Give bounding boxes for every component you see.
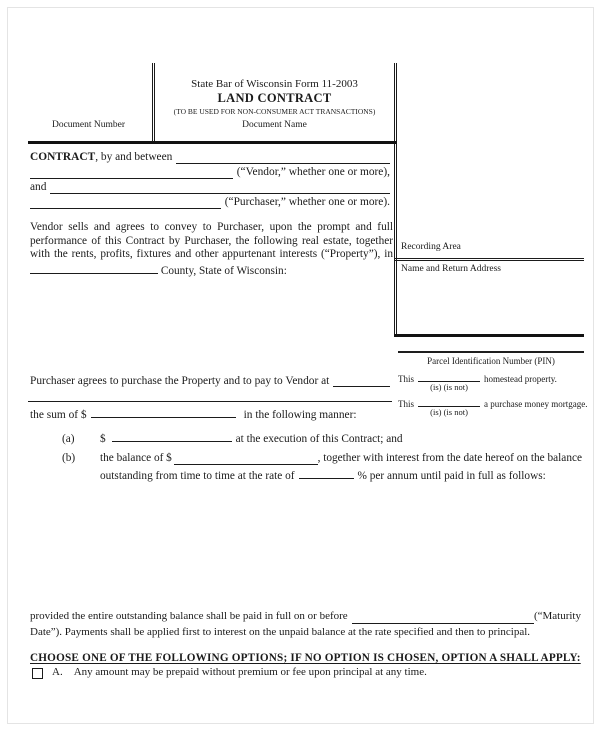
conveyance-paragraph xyxy=(30,221,393,278)
payment-address-blank-2[interactable] xyxy=(28,389,392,402)
homestead-suffix: homestead property. xyxy=(484,374,557,384)
option-a-text: Any amount may be prepaid without premium or fee upon principal at any time. xyxy=(73,666,427,678)
item-b-rate-post: % per annum until paid in full as follows: xyxy=(357,469,546,482)
document-number-label: Document Number xyxy=(51,120,126,130)
item-a-dollar: $ xyxy=(100,433,106,445)
options-heading: CHOOSE ONE OF THE FOLLOWING OPTIONS; IF NO OPTION IS CHOSEN, OPTION A SHALL APPLY: xyxy=(30,652,581,664)
pin-rule xyxy=(398,351,584,353)
option-a-row xyxy=(32,666,582,679)
purchaser-name-blank-1[interactable] xyxy=(50,181,390,194)
sum-amount-blank[interactable] xyxy=(91,406,236,418)
interest-rate-blank[interactable] xyxy=(299,467,354,479)
item-b-rate-pre: outstanding from time to time at the rate of xyxy=(100,469,295,482)
item-b-line-1 xyxy=(100,452,582,467)
item-a xyxy=(62,430,403,445)
and-word: and xyxy=(30,181,47,193)
item-a-text: at the execution of this Contract; and xyxy=(235,433,403,445)
homestead-choices: (is) (is not) xyxy=(430,382,468,392)
maturity-pre: provided the entire outstanding balance shall be paid in full on or before xyxy=(30,610,348,622)
item-b-post: , together with interest from the date hereof on the balance xyxy=(317,452,582,464)
maturity-paragraph xyxy=(30,610,581,642)
recording-area-label: Recording Area xyxy=(401,242,461,252)
purchaser-note: (“Purchaser,” whether one or more). xyxy=(224,196,390,208)
payment-text: Purchaser agrees to purchase the Property and to pay to Vendor at xyxy=(30,375,330,387)
item-b xyxy=(100,452,582,481)
mortgage-suffix: a purchase money mortgage. xyxy=(484,399,588,409)
item-a-amount-blank[interactable] xyxy=(112,430,232,442)
contract-intro-line-4 xyxy=(30,196,390,211)
header-divider-right xyxy=(394,63,397,336)
option-a-label: A. xyxy=(52,666,63,678)
sum-line xyxy=(30,406,430,421)
header-rule xyxy=(28,141,397,144)
contract-intro-line-2 xyxy=(30,166,390,181)
contract-intro-line-3 xyxy=(30,181,390,196)
form-title: LAND CONTRACT xyxy=(217,91,332,105)
homestead-row xyxy=(398,371,557,392)
sum-prefix: the sum of $ xyxy=(30,409,87,421)
contract-intro-line-1 xyxy=(30,151,390,166)
item-b-pre: the balance of $ xyxy=(100,452,172,464)
maturity-date-blank[interactable] xyxy=(352,610,534,624)
purchaser-name-blank-2[interactable] xyxy=(30,196,221,209)
county-suffix: County, State of Wisconsin: xyxy=(160,264,287,277)
document-name-label: Document Name xyxy=(242,120,307,130)
between-text: , by and between xyxy=(95,151,173,163)
payment-address-blank-1[interactable] xyxy=(333,375,390,387)
vendor-name-blank-1[interactable] xyxy=(176,151,390,164)
homestead-is-blank[interactable] xyxy=(418,371,480,392)
mortgage-prefix: This xyxy=(398,399,415,409)
payment-line xyxy=(30,375,390,389)
maturity-post: (“Maturity xyxy=(533,610,581,622)
form-subtitle: (TO BE USED FOR NON-CONSUMER ACT TRANSACTIONS) xyxy=(173,107,376,116)
contract-intro-paragraph xyxy=(30,151,390,211)
maturity-line-2: Date”). Payments shall be applied first to interest on the unpaid balance at the rate specified and then to principal. xyxy=(30,626,531,638)
item-b-line-2 xyxy=(100,467,582,482)
recording-area-rule xyxy=(394,258,584,261)
pin-label: Parcel Identification Number (PIN) xyxy=(427,356,555,366)
item-a-label: (a) xyxy=(62,433,75,445)
balance-amount-blank[interactable] xyxy=(174,452,318,465)
form-number-line: State Bar of Wisconsin Form 11-2003 xyxy=(191,78,358,90)
county-blank[interactable] xyxy=(30,262,158,274)
vendor-name-blank-2[interactable] xyxy=(30,166,233,179)
conveyance-text: Vendor sells and agrees to convey to Purchaser, upon the prompt and full performance of this Contract by Purchaser, the following real estate, together with the rents, profits, fixtures and other appurtenant interests (“Property”), in xyxy=(30,221,393,261)
item-b-label: (b) xyxy=(62,452,76,464)
sum-suffix: in the following manner: xyxy=(243,409,357,421)
maturity-line-1 xyxy=(30,610,581,626)
contract-word: CONTRACT xyxy=(30,151,96,163)
vendor-note: (“Vendor,” whether one or more), xyxy=(236,166,390,178)
return-address-label: Name and Return Address xyxy=(401,264,501,274)
homestead-prefix: This xyxy=(398,374,415,384)
mortgage-choices: (is) (is not) xyxy=(430,407,468,417)
option-a-checkbox[interactable] xyxy=(32,668,43,679)
return-address-box-rule xyxy=(394,334,584,337)
